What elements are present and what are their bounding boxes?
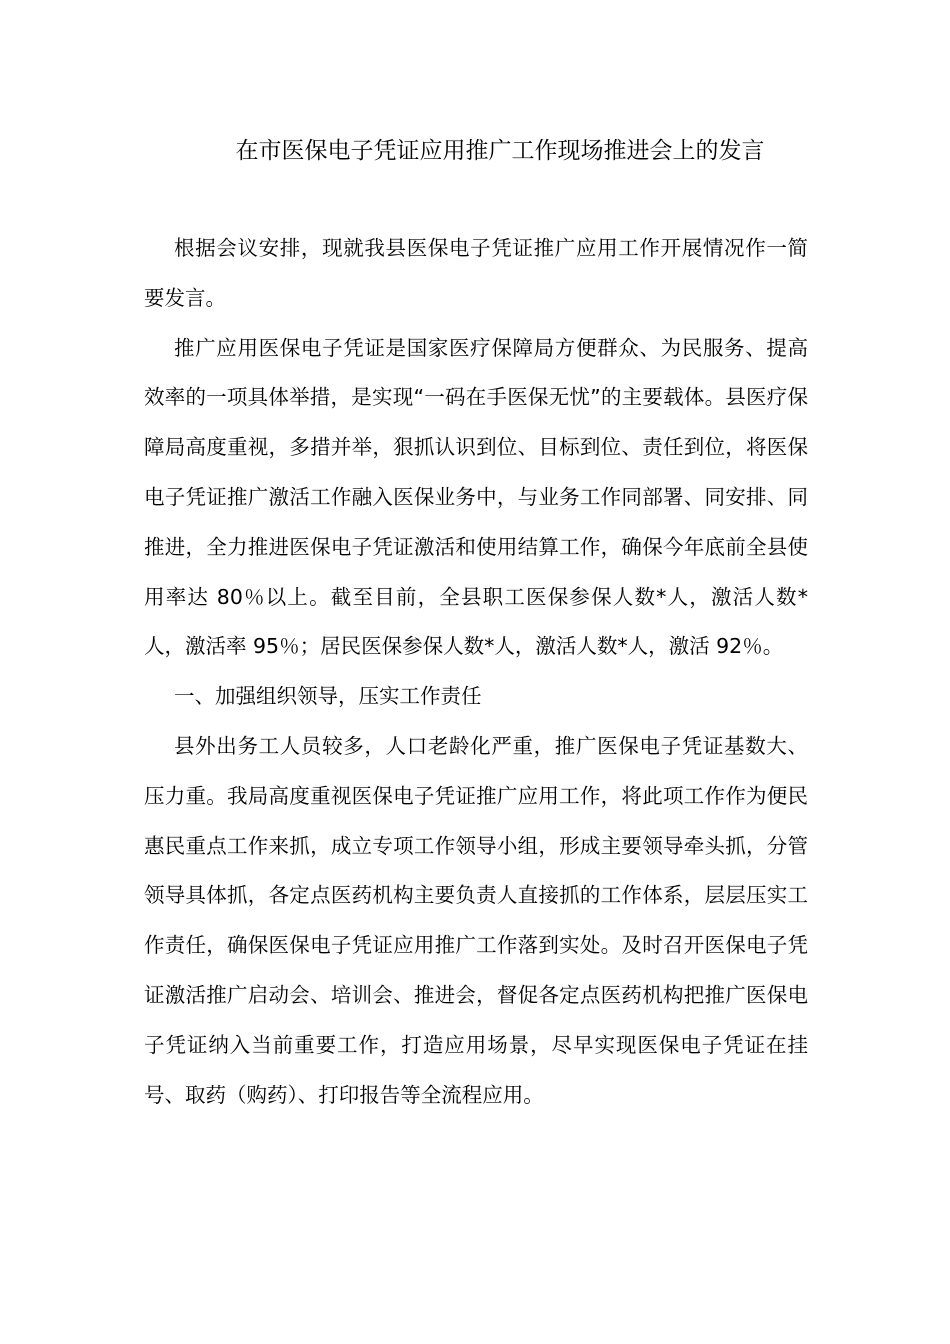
document-title: 在市医保电子凭证应用推广工作现场推进会上的发言: [235, 138, 765, 164]
paragraph-section-1: 县外出务工人员较多，人口老龄化严重，推广医保电子凭证基数大、压力重。我局高度重视医保电子凭证推广应用工作，将此项工作作为便民惠民重点工作来抓，成立专项工作领导小组，形成主要领导牵头抓，分管领导具体抓，各定点医药机构主要负责人直接抓的工作体系，层层压实工作责任，确保医保电子凭证应用推广工作落到实处。及时召开医保电子凭证激活推广启动会、培训会、推进会，督促各定点医药机构把推广医保电子凭证纳入当前重要工作，打造应用场景，尽早实现医保电子凭证在挂号、取药（购药）、打印报告等全流程应用。: [144, 733, 808, 1107]
section-heading-1: 一、加强组织领导，压实工作责任: [174, 684, 482, 709]
paragraph-intro: 根据会议安排，现就我县医保电子凭证推广应用工作开展情况作一简要发言。: [144, 236, 808, 310]
document-body: [144, 224, 808, 1120]
paragraph-overview: 推广应用医保电子凭证是国家医疗保障局方便群众、为民服务、提高效率的一项具体举措，是实现“一码在手医保无忧”的主要载体。县医疗保障局高度重视，多措并举，狠抓认识到位、目标到位、责任到位，将医保电子凭证推广激活工作融入医保业务中，与业务工作同部署、同安排、同推进，全力推进医保电子凭证激活和使用结算工作，确保今年底前全县使用率达 80％以上。截至目前，全县职工医保参保人数*人，激活人数*人，激活率 95％；居民医保参保人数*人，激活人数*人，激活 92％。: [144, 335, 808, 659]
